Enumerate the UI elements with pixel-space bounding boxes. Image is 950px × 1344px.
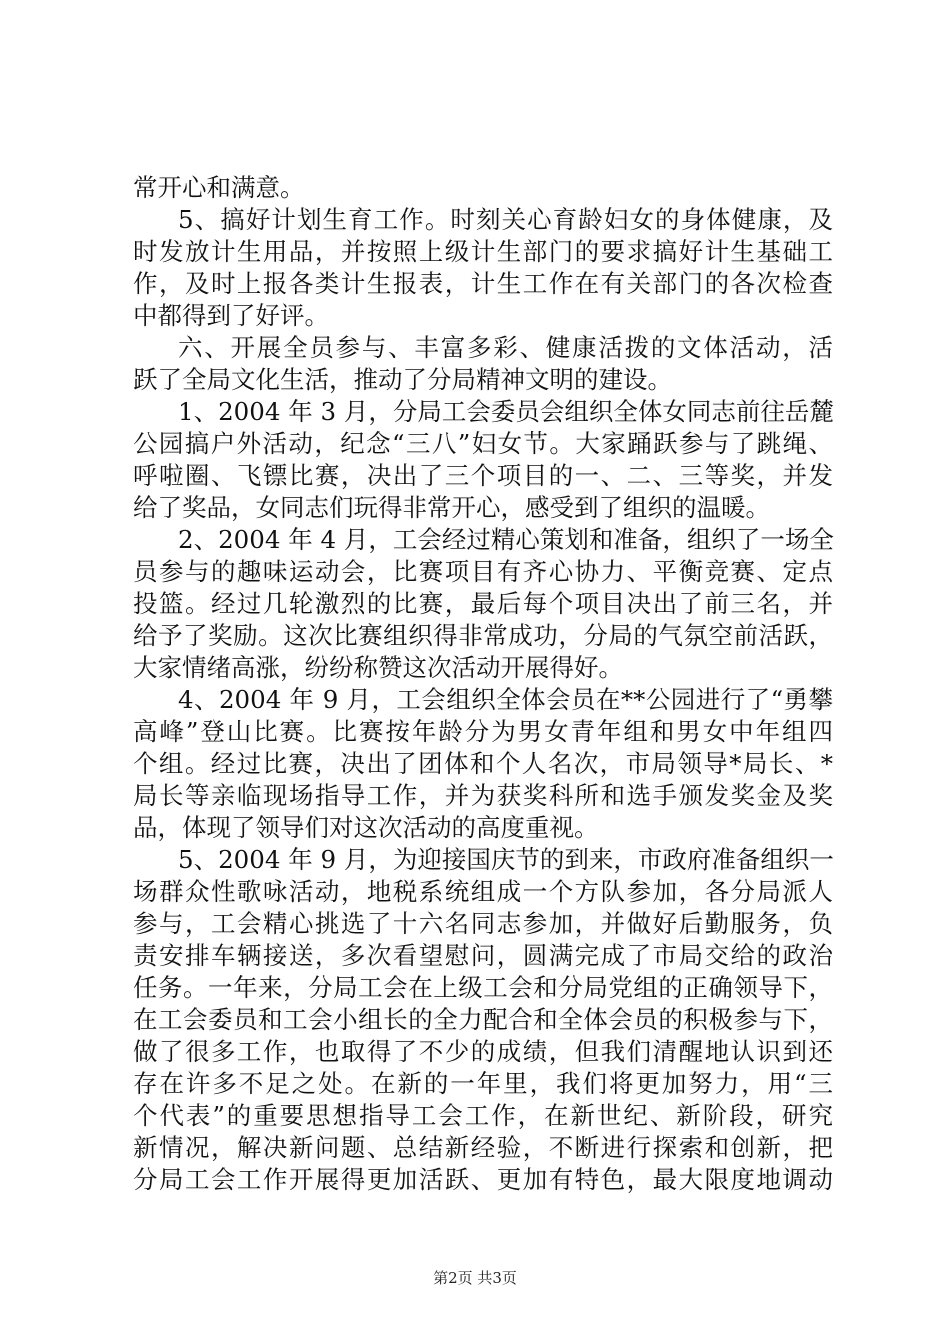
text-line: 呼啦圈、飞镖比赛，决出了三个项目的一、二、三等奖，并发: [133, 461, 833, 490]
text-line: 责安排车辆接送，多次看望慰问，圆满完成了市局交给的政治: [133, 941, 833, 970]
text-line: 中都得到了好评。: [133, 301, 329, 330]
page-number-footer: 第2页 共3页: [433, 1269, 517, 1287]
text-line: 高峰”登山比赛。比赛按年龄分为男女青年组和男女中年组四: [133, 717, 833, 746]
text-line: 2、2004 年 4 月，工会经过精心策划和准备，组织了一场全: [178, 525, 834, 554]
text-line: 1、2004 年 3 月，分局工会委员会组织全体女同志前往岳麓: [178, 397, 834, 426]
text-line: 作，及时上报各类计生报表，计生工作在有关部门的各次检查: [133, 269, 833, 298]
text-line: 存在许多不足之处。在新的一年里，我们将更加努力，用“三: [133, 1069, 833, 1098]
text-line: 参与，工会精心挑选了十六名同志参加，并做好后勤服务，负: [133, 909, 833, 938]
text-line: 投篮。经过几轮激烈的比赛，最后每个项目决出了前三名，并: [133, 589, 833, 618]
text-line: 局长等亲临现场指导工作，并为获奖科所和选手颁发奖金及奖: [133, 781, 833, 810]
text-line: 给予了奖励。这次比赛组织得非常成功，分局的气氛空前活跃，: [133, 621, 833, 650]
text-line: 5、2004 年 9 月，为迎接国庆节的到来，市政府准备组织一: [178, 845, 834, 874]
text-line: 5、搞好计划生育工作。时刻关心育龄妇女的身体健康，及: [178, 205, 833, 234]
text-line: 品，体现了领导们对这次活动的高度重视。: [133, 813, 599, 842]
text-line: 做了很多工作，也取得了不少的成绩，但我们清醒地认识到还: [133, 1037, 833, 1066]
text-line: 个代表”的重要思想指导工会工作，在新世纪、新阶段，研究: [133, 1101, 833, 1130]
text-line: 分局工会工作开展得更加活跃、更加有特色，最大限度地调动: [133, 1165, 833, 1194]
text-line: 4、2004 年 9 月，工会组织全体会员在**公园进行了“勇攀: [178, 685, 833, 714]
text-line: 员参与的趣味运动会，比赛项目有齐心协力、平衡竞赛、定点: [133, 557, 833, 586]
text-line: 大家情绪高涨，纷纷称赞这次活动开展得好。: [133, 653, 623, 682]
text-line: 给了奖品，女同志们玩得非常开心，感受到了组织的温暖。: [133, 493, 770, 522]
text-line: 跃了全局文化生活，推动了分局精神文明的建设。: [133, 365, 672, 394]
text-line: 公园搞户外活动，纪念“三八”妇女节。大家踊跃参与了跳绳、: [133, 429, 833, 458]
text-line: 新情况，解决新问题、总结新经验，不断进行探索和创新，把: [133, 1133, 833, 1162]
text-line: 个组。经过比赛，决出了团体和个人名次，市局领导*局长、*: [133, 749, 833, 778]
text-line: 常开心和满意。: [133, 173, 305, 202]
text-line: 时发放计生用品，并按照上级计生部门的要求搞好计生基础工: [133, 237, 833, 266]
text-line: 任务。一年来，分局工会在上级工会和分局党组的正确领导下，: [133, 973, 833, 1002]
text-line: 场群众性歌咏活动，地税系统组成一个方队参加，各分局派人: [133, 877, 833, 906]
text-line: 六、开展全员参与、丰富多彩、健康活拨的文体活动，活: [178, 333, 833, 362]
text-line: 在工会委员和工会小组长的全力配合和全体会员的积极参与下，: [133, 1005, 833, 1034]
